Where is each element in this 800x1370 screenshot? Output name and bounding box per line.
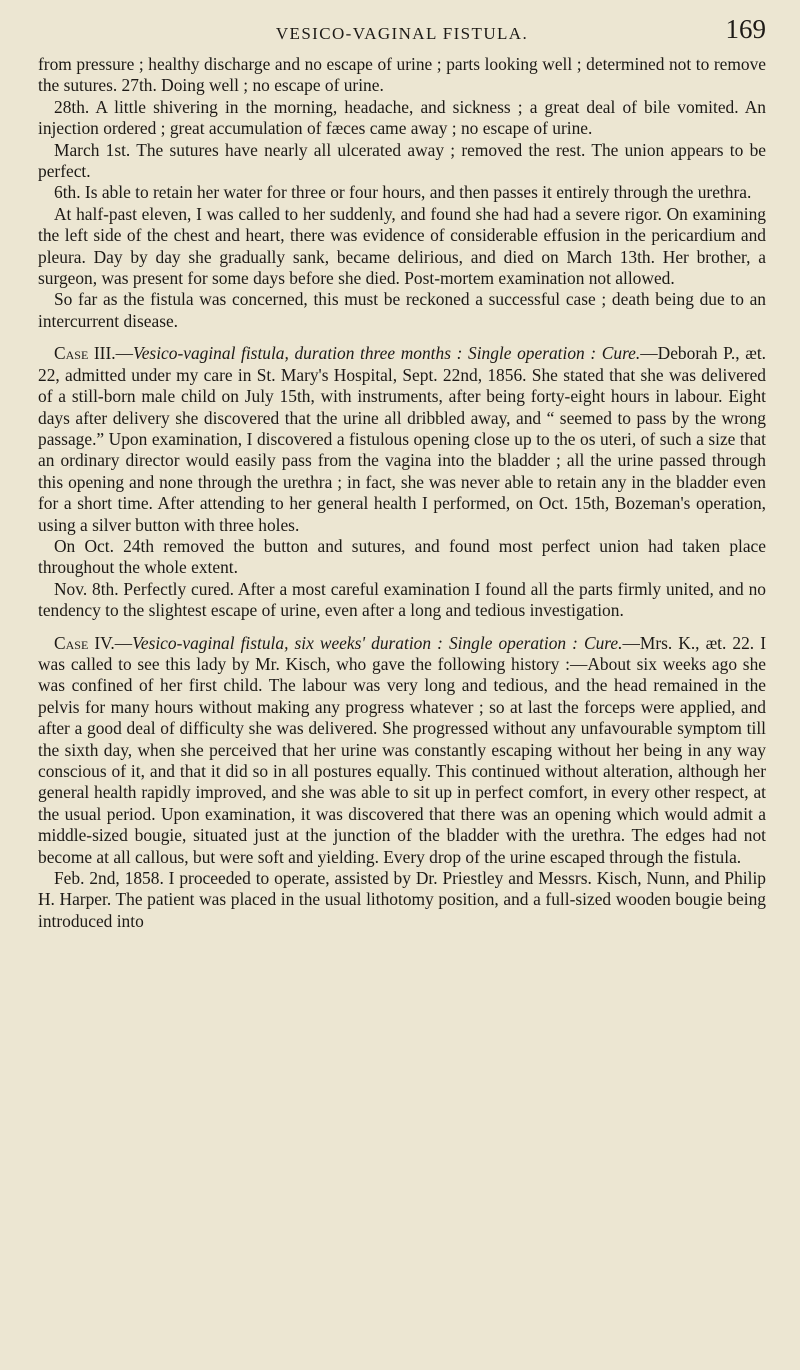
page-number: 169 bbox=[725, 14, 766, 44]
body-text bbox=[38, 54, 766, 932]
case-4-label: Case IV. bbox=[54, 632, 115, 653]
paragraph: 28th. A little shivering in the morning, headache, and sickness ; a great deal of bile vomited. An injection ordered ; great accumulation of fæces came away ; no escape of urine. bbox=[38, 96, 766, 139]
paragraph: Feb. 2nd, 1858. I proceeded to operate, assisted by Dr. Priestley and Messrs. Kisch, Nunn, and Philip H. Harper. The patient was placed in the usual lithotomy position, and a full-sized wooden bougie being introduced into bbox=[38, 868, 766, 931]
paragraph: So far as the fistula was concerned, this must be reckoned a successful case ; death being due to an intercurrent disease. bbox=[38, 289, 766, 331]
paragraph: Nov. 8th. Perfectly cured. After a most careful examination I found all the parts firmly united, and no tendency to the slightest escape of urine, even after a long and tedious investigation. bbox=[38, 578, 766, 621]
case-4-dash: — bbox=[114, 632, 133, 653]
paragraph-continuation: from pressure ; healthy discharge and no escape of urine ; parts looking well ; determined not to remove the sutures. 27th. Doing well ; no escape of urine. bbox=[38, 54, 766, 96]
case-3-title: Vesico-vaginal fistula, duration three months : Single operation : Cure. bbox=[133, 343, 641, 364]
paragraph: On Oct. 24th removed the button and sutures, and found most perfect union had taken place throughout the whole extent. bbox=[38, 535, 766, 578]
case-3-intro bbox=[38, 343, 766, 536]
running-head bbox=[38, 14, 766, 54]
paragraph: At half-past eleven, I was called to her suddenly, and found she had had a severe rigor. On examining the left side of the chest and heart, there was evidence of considerable effusion in the pericardium and pleura. Day by day she gradually sank, became delirious, and died on March 13th. Her brother, a surgeon, was present for some days before she died. Post-mortem examination not allowed. bbox=[38, 203, 766, 289]
case-4-intro bbox=[38, 633, 766, 868]
case-3-label: Case III. bbox=[54, 343, 116, 364]
case-3-text: —Deborah P., æt. 22, admitted under my care in St. Mary's Hospital, Sept. 22nd, 1856. She stated that she was delivered of a still-born male child on July 15th, with instruments, after being forty-eight hours in labour. Eight days after delivery she discovered that the urine all dribbled away, and “ seemed to pass by the wrong passage.” Upon examination, I discovered a fistulous opening close up to the os uteri, of such a size that an ordinary director would easily pass from the vagina into the bladder ; all the urine passed through this opening and none through the urethra ; in fact, she was never able to retain any in the bladder even for a short time. After attending to her general health I performed, on Oct. 15th, Bozeman's operation, using a silver button with three holes. bbox=[38, 343, 766, 535]
paragraph: 6th. Is able to retain her water for three or four hours, and then passes it entirely through the urethra. bbox=[54, 182, 752, 203]
case-4-title: Vesico-vaginal fistula, six weeks' duration : Single operation : Cure. bbox=[132, 632, 623, 653]
paragraph: March 1st. The sutures have nearly all ulcerated away ; removed the rest. The union appears to be perfect. bbox=[38, 139, 766, 182]
case-3-dash: — bbox=[115, 343, 134, 364]
running-title: VESICO-VAGINAL FISTULA. bbox=[275, 24, 529, 43]
case-4-text: —Mrs. K., æt. 22. I was called to see this lady by Mr. Kisch, who gave the following history :—About six weeks ago she was confined of her first child. The labour was very long and tedious, and the head remained in the pelvis for many hours without making any progress whatever ; so at last the forceps were applied, and after a good deal of difficulty she was delivered. She progressed without any unfavourable symptom till the sixth day, when she perceived that her urine was constantly escaping without her being in any way conscious of it, and that it did so in all postures equally. This continued without alteration, although her general health rapidly improved, and she was able to sit up in perfect comfort, in every other respect, at the usual period. Upon examination, it was discovered that there was an opening which would admit a middle-sized bougie, situated just at the junction of the bladder with the urethra. The edges had not become at all callous, but were soft and yielding. Every drop of the urine escaped through the fistula. bbox=[38, 632, 766, 867]
